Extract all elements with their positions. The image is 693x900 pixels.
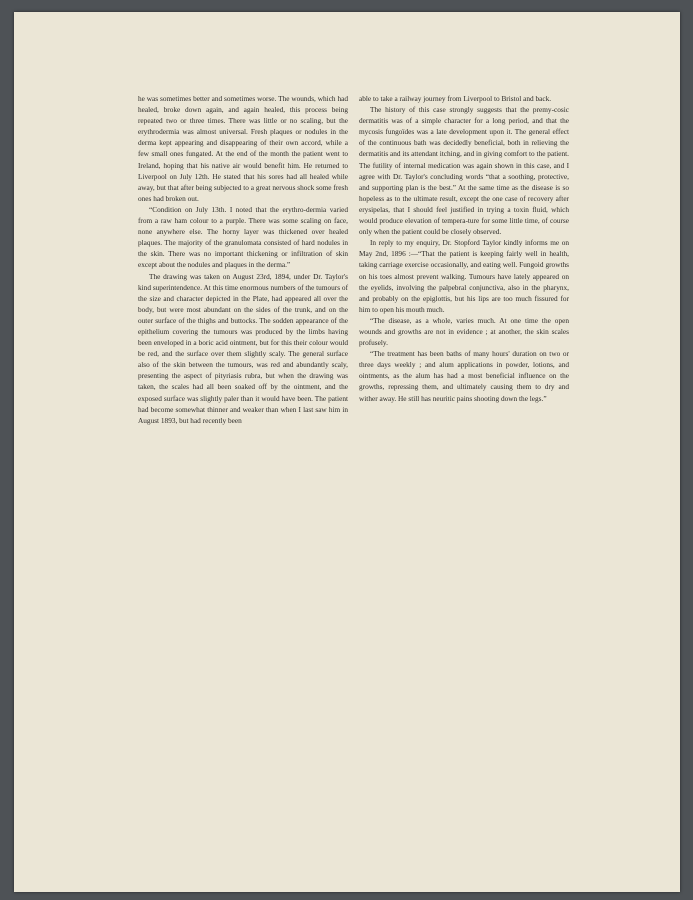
paragraph: “The disease, as a whole, varies much. At one time the open wounds and growths are not in evidence ; at another, the skin scales profusely. — [359, 315, 569, 348]
paragraph: “The treatment has been baths of many hours' duration on two or three days weekly ; and alum applications in powder, lotions, and ointments, as the alum has had a most beneficial influence on the growths, repressing them, and ultimately causing them to dry and wither away. He still has neuritic pains shooting down the legs.” — [359, 349, 569, 403]
paragraph: The drawing was taken on August 23rd, 1894, under Dr. Taylor's kind superintendence. At this time enormous numbers of the tumours of the size and character depicted in the Plate, had appeared all over the body, but were most abundant on the sides of the trunk, and on the outer surface of the thighs and buttocks. The sodden appearance of the epithelium covering the tumours was produced by the limbs having been enveloped in a boric acid ointment, but for this their colour would be red, and the surface over them slightly scaly. The general surface also of the skin between the tumours, was red and abundantly scaly, presenting the aspect of pityriasis rubra, but when the drawing was taken, the scales had all been soaked off by the ointment, and the exposed surface was slightly paler than it would have been. The patient had become somewhat thinner and weaker than when I last saw him in August 1893, but had recently been — [138, 271, 348, 425]
left-text-column — [138, 93, 348, 426]
paragraph: he was sometimes better and sometimes worse. The wounds, which had healed, broke down again, and again healed, this process being repeated two or three times. There was little or no scaling, but the erythrodermia was almost universal. Fresh plaques or nodules in the derma kept appearing and disappearing of their own accord, while a few small ones fungated. At the end of the month the patient went to Ireland, hoping that his native air would benefit him. He returned to Liverpool on July 12th. He stated that his sores had all healed while away, but that after being subjected to a great nervous shock some fresh ones had broken out. — [138, 94, 348, 203]
paragraph: The history of this case strongly suggests that the premy-cosic dermatitis was of a simple character for a long period, and that the mycosis fungoïdes was a late development upon it. The general effect of the continuous bath was decidedly beneficial, both in relieving the dermatitis and its attendant itching, and in giving comfort to the patient. The futility of internal medication was again shown in this case, and I agree with Dr. Taylor's concluding words “that a soothing, protective, and supporting plan is the best.” At the same time as the disease is so hopeless as to the ultimate result, except the one case of recovery after erysipelas, that I should feel justified in trying a toxin fluid, which would produce elevation of tempera-ture for some little time, of course only when the patient could be closely observed. — [359, 105, 569, 237]
paragraph: In reply to my enquiry, Dr. Stopford Taylor kindly informs me on May 2nd, 1896 :—“That the patient is keeping fairly well in health, taking carriage exercise occasionally, and eating well. Fungoid growths on his toes almost prevent walking. Tumours have lately appeared on the eyelids, involving the palpebral conjunctiva, also in the pharynx, and probably on the epiglottis, but his lips are too much fissured for him to open his mouth much. — [359, 238, 569, 314]
paragraph: “Condition on July 13th. I noted that the erythro-dermia varied from a raw ham colour to a purple. There was some scaling on face, none anywhere else. The horny layer was thickened over healed plaques. The majority of the granulomata consisted of hard nodules in the skin. There was no important thickening or infiltration of skin except about the nodules and plaques in the derma.” — [138, 204, 348, 270]
paper-page — [14, 12, 680, 892]
right-text-column — [359, 93, 569, 404]
paragraph: able to take a railway journey from Liverpool to Bristol and back. — [359, 94, 552, 103]
